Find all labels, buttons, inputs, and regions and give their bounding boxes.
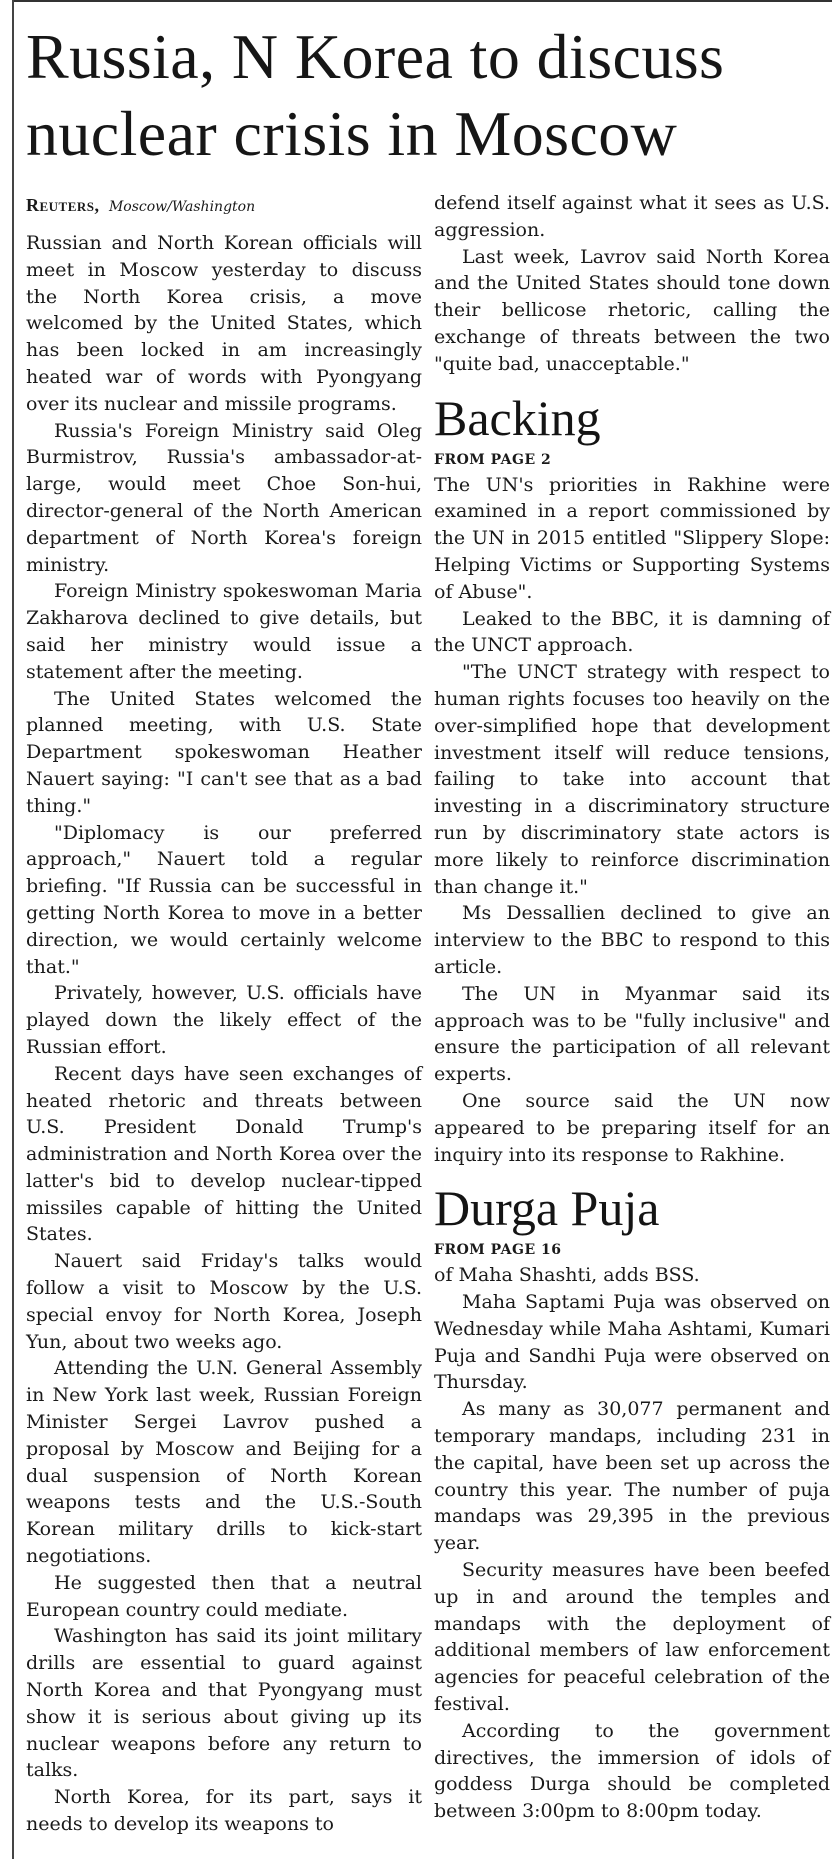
story-paragraph: Privately, however, U.S. officials have played down the likely effect of the Russian effort. (26, 982, 422, 1058)
backing-paragraph: Leaked to the BBC, it is damning of the UNCT approach. (434, 607, 830, 657)
durga-paragraph: As many as 30,077 permanent and temporary mandaps, including 231 in the capital, have been set up across the country this year. The number of puja mandaps was 29,395 in the previous year. (434, 1398, 830, 1555)
durga-paragraph: Maha Saptami Puja was observed on Wednesday while Maha Ashtami, Kumari Puja and Sandhi Puja were observed on Thursday. (434, 1291, 830, 1394)
story-paragraph: Russia's Foreign Ministry said Oleg Burmistrov, Russia's ambassador-at-large, would meet Choe Son-hui, director-general of the North American department of North Korea's foreign ministry. (26, 419, 422, 576)
backing-from-page: FROM PAGE 2 (434, 451, 552, 468)
story-paragraph: The United States welcomed the planned meeting, with U.S. State Department spokeswoman Heather Nauert saying: "I can't see that as a bad thing." (26, 687, 422, 817)
story-paragraph: Russian and North Korean officials will meet in Moscow yesterday to discuss the North Korea crisis, a move welcomed by the United States, which has been locked in am increasingly heated war of words with Pyongyang over its nuclear and missile programs. (26, 232, 422, 415)
story-paragraph: He suggested then that a neutral European country could mediate. (26, 1571, 422, 1621)
story-continuation: defend itself against what it sees as U.S. aggression. (434, 192, 830, 241)
dateline (26, 194, 422, 218)
dateline-place: Moscow/Washington (108, 199, 256, 215)
headline: Russia, N Korea to discuss nuclear crisis in Moscow (26, 21, 725, 169)
right-column (434, 190, 830, 1825)
story-paragraph: Washington has said its joint military drills are essential to guard against North Korea and that Pyongyang must show it is serious about giving up its nuclear weapons before any return to talks. (26, 1625, 422, 1782)
durga-title: Durga Puja (434, 1180, 660, 1237)
backing-paragraph: The UN in Myanmar said its approach was to be "fully inclusive" and ensure the participation of all relevant experts. (434, 982, 830, 1086)
top-rule (12, 0, 832, 2)
story-paragraph: Attending the U.N. General Assembly in New York last week, Russian Foreign Minister Sergei Lavrov pushed a proposal by Moscow and Beijing for a dual suspension of North Korean weapons tests and the U.S.-South Korean military drills to kick-start negotiations. (26, 1357, 422, 1568)
durga-paragraph: According to the government directives, the immersion of idols of goddess Durga should be completed between 3:00pm to 8:00pm today. (434, 1719, 830, 1823)
dateline-agency: Reuters, (26, 195, 100, 215)
story-paragraph: Recent days have seen exchanges of heated rhetoric and threats between U.S. President Donald Trump's administration and North Korea over the latter's bid to develop nuclear-tipped missiles capable of hitting the United States. (26, 1062, 422, 1246)
backing-paragraph: The UN's priorities in Rakhine were examined in a report commissioned by the UN in 2015 entitled "Slippery Slope: Helping Victims or Supporting Systems of Abuse". (434, 473, 830, 603)
story-paragraph: North Korea, for its part, says it needs to develop its weapons to (26, 1786, 422, 1836)
left-column (26, 194, 422, 1838)
left-rule (12, 0, 14, 1859)
backing-paragraph: Ms Dessallien declined to give an interview to the BBC to respond to this article. (434, 902, 830, 978)
story-paragraph: "Diplomacy is our preferred approach," Nauert told a regular briefing. "If Russia can be successful in getting North Korea to move in a better direction, we would certainly welcome that." (26, 821, 422, 978)
story-paragraph: Nauert said Friday's talks would follow a visit to Moscow by the U.S. special envoy for North Korea, Joseph Yun, about two weeks ago. (26, 1250, 422, 1353)
backing-paragraph: One source said the UN now appeared to be preparing itself for an inquiry into its response to Rakhine. (434, 1089, 830, 1166)
backing-paragraph: "The UNCT strategy with respect to human rights focuses too heavily on the over-simplified hope that development investment itself will reduce tensions, failing to take into account that investing in a discriminatory structure run by discriminatory state actors is more likely to reinforce discrimination than change it." (434, 661, 830, 898)
durga-from-page: FROM PAGE 16 (434, 1242, 562, 1259)
durga-paragraph: of Maha Shashti, adds BSS. (434, 1264, 700, 1287)
story-paragraph: Foreign Ministry spokeswoman Maria Zakharova declined to give details, but said her ministry would issue a statement after the meeting. (26, 580, 422, 683)
story-continuation: Last week, Lavrov said North Korea and the United States should tone down their bellicose rhetoric, calling the exchange of threats between the two "quite bad, unacceptable." (434, 245, 830, 375)
backing-title: Backing (434, 389, 601, 446)
durga-paragraph: Security measures have been beefed up in and around the temples and mandaps with the deployment of additional members of law enforcement agencies for peaceful celebration of the festival. (434, 1559, 830, 1716)
